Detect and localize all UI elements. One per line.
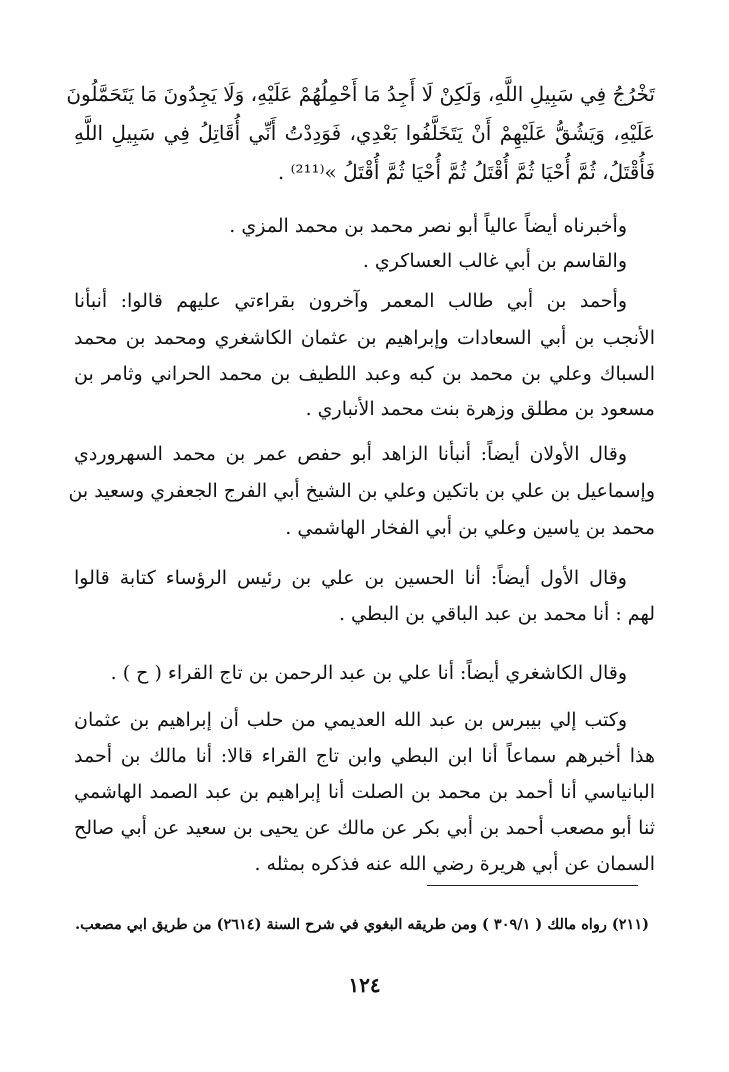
paragraph-5-line-1: وقال الأول أيضاً: أنا الحسين بن علي بن رئيس الرؤساء كتابة قالوا [74,567,627,589]
paragraph-1-line-1: وأخبرناه أيضاً عالياً أبو نصر محمد بن محمد المزي . [229,215,627,237]
paragraph-3-line-4: مسعود بن مطلق وزهرة بنت محمد الأنباري . [305,398,655,420]
paragraph-7-line-3: البانياسي أنا أحمد بن محمد بن الصلت أنا إبراهيم بن عبد الصمد الهاشمي [74,781,655,803]
paragraph-7-line-2: هذا أخبرهم سماعاً أنا ابن البطي وابن تاج القراء قالا: أنا مالك بن أحمد [74,745,655,767]
paragraph-4-line-2: وإسماعيل بن علي بن باتكين وعلي بن الشيخ أبي الفرج الجعفري وسعيد بن [68,480,655,502]
paragraph-3-line-2: الأنجب بن أبي السعادات وإبراهيم بن عثمان الكاشغري ومحمد بن محمد [74,327,655,349]
paragraph-7-line-1: وكتب إلي بيبرس بن عبد الله العديمي من حلب أن إبراهيم بن عثمان [74,709,627,731]
quran-line-3: فَأُقْتَلُ، ثُمَّ أُحْيَا ثُمَّ أُقْتَلُ ثُمَّ أُحْيَا ثُمَّ أُقْتَلُ »⁽²¹¹⁾ . [277,160,655,184]
paragraph-3-line-3: السباك وعلي بن محمد بن كبه وعبد اللطيف بن محمد الحراني وثامر بن [74,363,655,385]
footnote-211: (٢١١) رواه مالك ( ٣٠٩/١ ) ومن طريقه البغوي في شرح السنة (٢٦١٤) من طريق ابي مصعب. [75,916,649,933]
paragraph-3-line-1: وأحمد بن أبي طالب المعمر وآخرون بقراءتي عليهم قالوا: أنبأنا [74,290,627,312]
paragraph-7-line-4: ثنا أبو مصعب أحمد بن أبي بكر عن مالك عن يحيى بن سعيد عن أبي صالح [74,817,655,839]
paragraph-6-line-1: وقال الكاشغري أيضاً: أنا علي بن عبد الرحمن بن تاج القراء ( ح ) . [110,662,627,684]
footnote-separator [427,885,638,886]
page-number: ١٢٤ [348,973,381,997]
paragraph-4-line-1: وقال الأولان أيضاً: أنبأنا الزاهد أبو حفص عمر بن محمد السهروردي [74,443,627,465]
quran-line-1: تَخْرُجُ فِي سَبِيلِ اللَّهِ، وَلَكِنْ لَا أَجِدُ مَا أَحْمِلُهُمْ عَلَيْهِ، وَلَا يَجِدُونَ مَا يَتَحَمَّلُونَ [66,82,655,106]
paragraph-2-line-1: والقاسم بن أبي غالب العساكري . [362,250,627,272]
paragraph-4-line-3: محمد بن ياسين وعلي بن أبي الفخار الهاشمي . [285,517,655,539]
paragraph-5-line-2: لهم : أنا محمد بن عبد الباقي بن البطي . [338,603,655,625]
quran-line-2: عَلَيْهِ، وَيَشُقُّ عَلَيْهِمْ أَنْ يَتَخَلَّفُوا بَعْدِي، فَوَدِدْتُ أَنِّي أُقَاتِلُ فِي سَبِيلِ اللَّهِ [74,121,655,145]
paragraph-7-line-5: السمان عن أبي هريرة رضي الله عنه فذكره بمثله . [254,853,655,875]
